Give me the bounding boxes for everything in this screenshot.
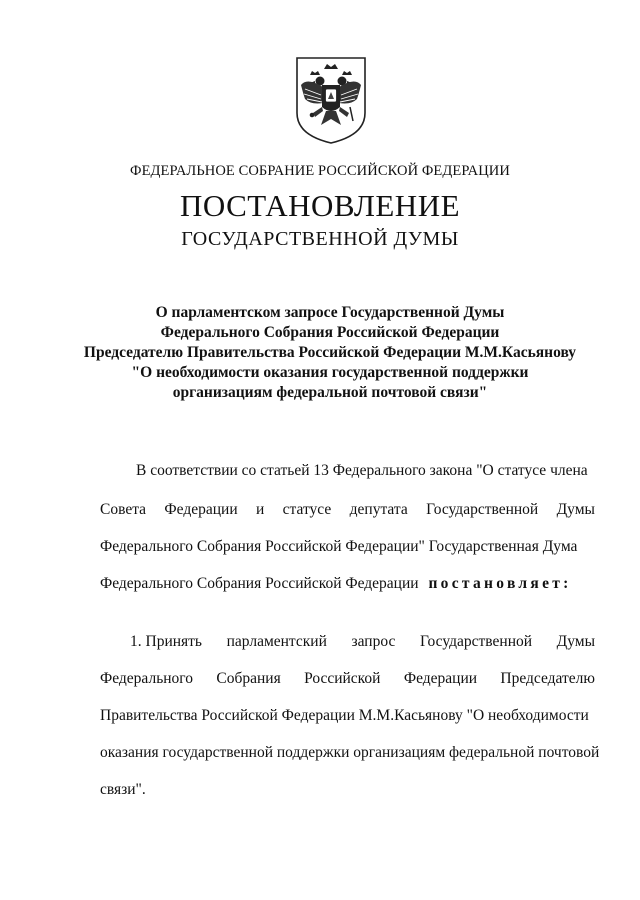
preamble-word: Совета	[100, 501, 147, 518]
subject-line: организациям федеральной почтовой связи"	[172, 384, 488, 401]
preamble-word: статусе	[282, 501, 332, 518]
preamble-word: и	[256, 501, 265, 518]
subject-line: Федерального Собрания Российской Федерации	[160, 324, 500, 341]
preamble-word: Федерации	[164, 501, 238, 518]
preamble-line	[100, 575, 595, 593]
item-word: Государственной	[419, 633, 533, 650]
item-word: парламентский	[226, 633, 327, 650]
item-line	[100, 670, 595, 688]
item-word: Думы	[556, 633, 595, 650]
item-word: 1. Принять	[130, 633, 203, 650]
item-word: Федерального	[100, 670, 194, 687]
preamble-line	[100, 501, 595, 519]
russian-coat-of-arms-icon	[293, 55, 369, 145]
item-line	[100, 633, 595, 651]
document-subject	[0, 303, 640, 403]
assembly-name: ФЕДЕРАЛЬНОЕ СОБРАНИЕ РОССИЙСКОЙ ФЕДЕРАЦИИ	[130, 163, 510, 179]
preamble-word: Думы	[556, 501, 595, 518]
item-word: Собрания	[216, 670, 281, 687]
document-title: ПОСТАНОВЛЕНИЕ	[179, 188, 461, 223]
preamble-line: Федерального Собрания Российской Федерации" Государственная Дума	[100, 538, 578, 555]
item-line: Правительства Российской Федерации М.М.Касьянову "О необходимости	[100, 707, 589, 724]
decree-word: постановляет:	[428, 575, 572, 592]
item-word: запрос	[351, 633, 396, 650]
preamble-line: В соответствии со статьей 13 Федерального закона "О статусе члена	[136, 462, 588, 479]
document-subtitle: ГОСУДАРСТВЕННОЙ ДУМЫ	[181, 228, 459, 250]
subject-line: "О необходимости оказания государственной поддержки	[131, 364, 529, 381]
item-word: Российской	[304, 670, 381, 687]
item-word: Председателю	[500, 670, 595, 687]
preamble-word: депутата	[349, 501, 408, 518]
item-line: связи".	[100, 781, 146, 798]
preamble-word: Государственной	[426, 501, 539, 518]
preamble-text: Федерального Собрания Российской Федерации	[100, 575, 419, 592]
subject-line: О парламентском запросе Государственной Думы	[155, 304, 505, 321]
item-word: Федерации	[403, 670, 478, 687]
item-line: оказания государственной поддержки организациям федеральной почтовой	[100, 744, 600, 761]
subject-line: Председателю Правительства Российской Федерации М.М.Касьянову	[83, 344, 577, 361]
